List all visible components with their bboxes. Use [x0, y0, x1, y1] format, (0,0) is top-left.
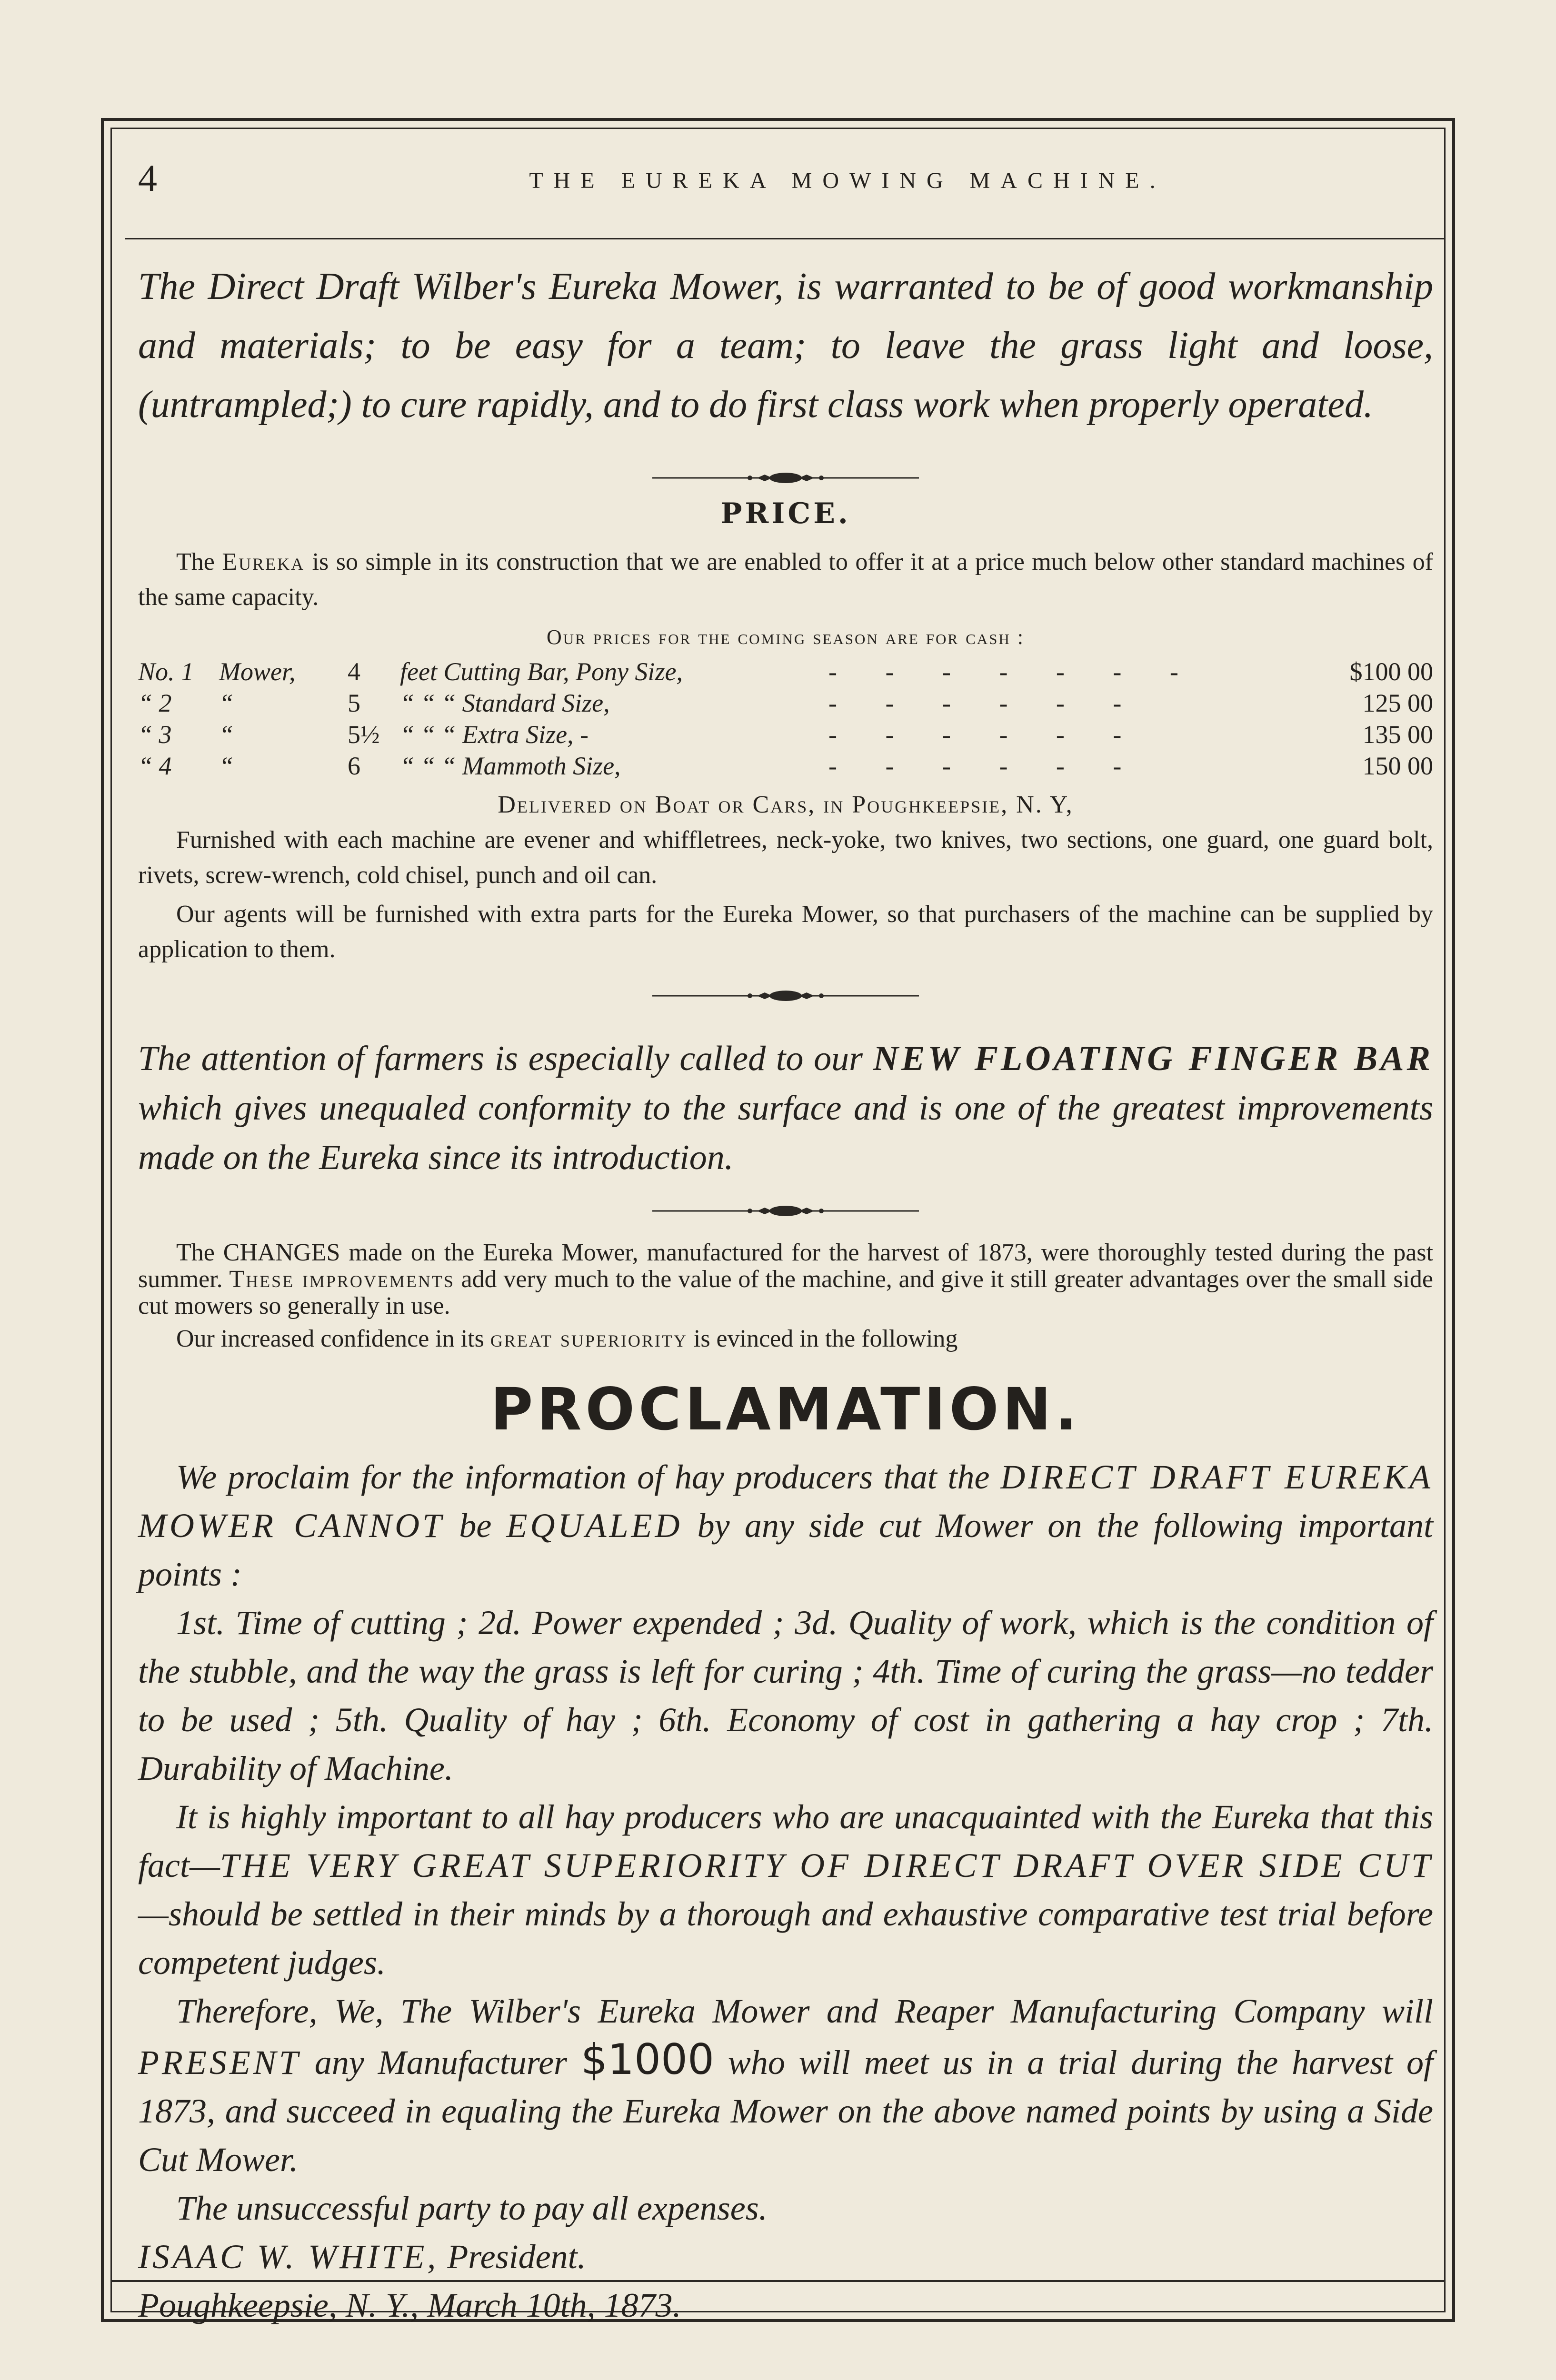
row-feet: 6	[348, 752, 360, 780]
p1-start: We proclaim for the information of hay producers that the	[176, 1458, 1001, 1496]
row-mower: “	[219, 689, 234, 717]
header-rule	[125, 238, 1445, 239]
row-price: $100 00	[1349, 657, 1433, 686]
price-heading: PRICE.	[720, 497, 851, 530]
p4-start: Therefore, We, The Wilber's Eureka Mower and Reaper Manufacturing Company will	[176, 1992, 1433, 2030]
page-content	[138, 257, 1433, 2330]
price-intro-paragraph	[138, 545, 1433, 615]
row-mower: “	[219, 752, 234, 780]
row-desc: “ “ “ Mammoth Size,	[400, 752, 621, 780]
row-mower: Mower,	[219, 657, 296, 686]
intro-paragraph	[138, 257, 1433, 434]
attention-end: which gives unequaled conformity to the surface and is one of the greatest improvements made on the Eureka since its introduction.	[138, 1089, 1433, 1177]
row-feet: 4	[348, 657, 360, 686]
confidence-end: is evinced in the following	[687, 1325, 958, 1352]
row-desc: feet Cutting Bar, Pony Size,	[400, 657, 683, 686]
furnished-paragraph: Furnished with each machine are evener and whiffletrees, neck-yoke, two knives, two sections, one guard, one guard bolt, rivets, screw-wrench, cold chisel, punch and oil can.	[138, 826, 1433, 889]
eureka-brand: Eureka	[222, 548, 305, 575]
proclamation-p1	[138, 1453, 1433, 1598]
table-row	[138, 686, 1433, 718]
row-dots: - - - - - - -	[828, 657, 1199, 686]
attention-start: The attention of farmers is especially called to our	[138, 1039, 873, 1078]
p3-caps: THE VERY GREAT SUPERIORITY OF DIRECT DRAFT OVER SIDE CUT	[219, 1846, 1433, 1884]
these-improvements: These improvements	[229, 1266, 455, 1293]
p1-mid: be	[444, 1507, 507, 1545]
proclamation-p3	[138, 1793, 1433, 1987]
row-desc: “ “ “ Extra Size, -	[400, 720, 589, 749]
proclamation-p2: 1st. Time of cutting ; 2d. Power expended ; 3d. Quality of work, which is the condition of the stubble, and the way the grass is left for curing ; 4th. Time of curing the grass—no tedder to be used ; 5th. Quality of hay ; 6th. Economy of cost in gathering a hay crop ; 7th. Durability of Machine.	[138, 1604, 1433, 1787]
p3-end: —should be settled in their minds by a thorough and exhaustive comparative test trial before competent judges.	[138, 1895, 1433, 1982]
row-no: “ 3	[138, 720, 172, 749]
price-table	[138, 655, 1433, 781]
row-no: “ 2	[138, 689, 172, 717]
p3-start: It is highly important to all hay producers who are unacquainted with the Eureka that this fact—	[138, 1798, 1433, 1884]
changes-paragraph	[138, 1240, 1433, 1319]
row-price: 125 00	[1362, 689, 1433, 717]
p4-mid: any Manufacturer	[301, 2043, 581, 2082]
table-row	[138, 749, 1433, 781]
row-dots: - - - - - -	[828, 720, 1143, 749]
p4-caps: PRESENT	[138, 2043, 301, 2082]
price-para-start: The	[176, 548, 222, 575]
p1-caps: DIRECT DRAFT EUREKA MOWER CANNOT	[138, 1458, 1433, 1545]
proclamation-body	[138, 1453, 1433, 2330]
ornament-divider	[652, 1201, 919, 1220]
confidence-start: Our increased confidence in its	[176, 1325, 490, 1352]
proclamation-p4	[138, 1987, 1433, 2184]
page-number: 4	[138, 158, 157, 199]
row-no: “ 4	[138, 752, 172, 780]
signature-title: President.	[439, 2238, 586, 2276]
table-row	[138, 655, 1433, 686]
confidence-paragraph	[138, 1321, 1433, 1357]
row-mower: “	[219, 720, 234, 749]
changes-start: The CHANGES made on the Eureka Mower, manufactured for the harvest of 1873, were thoroughly tested during the past summer.	[138, 1239, 1433, 1293]
row-dots: - - - - - -	[828, 689, 1143, 717]
row-price: 150 00	[1362, 752, 1433, 780]
running-title: THE EUREKA MOWING MACHINE.	[529, 168, 1166, 193]
p4-end: who will meet us in a trial during the harvest of 1873, and succeed in equaling the Eureka Mower on the above named points by using a Side Cut Mower.	[138, 2043, 1433, 2179]
row-no: No. 1	[138, 657, 194, 686]
ornament-divider	[652, 468, 919, 487]
signature-name: ISAAC W. WHITE,	[138, 2238, 439, 2276]
place-date: Poughkeepsie, N. Y., March 10th, 1873.	[138, 2286, 681, 2324]
intro-text: The Direct Draft Wilber's Eureka Mower, is warranted to be of good workmanship and materials; to be easy for a team; to leave the grass light and loose, (untrampled;) to cure rapidly, and to do first class work when properly operated.	[138, 266, 1433, 426]
delivery-line: Delivered on Boat or Cars, in Poughkeepsie, N. Y,	[498, 791, 1074, 818]
table-row	[138, 718, 1433, 749]
prize-amount: $1000	[580, 2035, 714, 2084]
signature	[138, 2232, 1433, 2281]
page-header	[133, 148, 1447, 219]
proclamation-p5: The unsuccessful party to pay all expenses.	[176, 2189, 768, 2227]
row-feet: 5	[348, 689, 360, 717]
row-desc: “ “ “ Standard Size,	[400, 689, 610, 717]
row-feet: 5½	[348, 720, 380, 749]
price-para-end: is so simple in its construction that we are enabled to offer it at a price much below other standard machines of the same capacity.	[138, 548, 1433, 611]
floating-finger-bar: NEW FLOATING FINGER BAR	[873, 1039, 1433, 1078]
great-superiority: great superiority	[490, 1325, 688, 1352]
p1-end: by any side cut Mower on the following important points :	[138, 1507, 1433, 1593]
p1-caps2: EQUALED	[506, 1507, 683, 1545]
agents-paragraph: Our agents will be furnished with extra parts for the Eureka Mower, so that purchasers of the machine can be supplied by application to them.	[138, 901, 1433, 963]
row-dots: - - - - - -	[828, 752, 1143, 780]
changes-end: add very much to the value of the machine, and give it still greater advantages over the small side cut mowers so generally in use.	[138, 1266, 1433, 1319]
bottom-rule	[110, 2280, 1446, 2282]
ornament-divider	[652, 986, 919, 1005]
proclamation-title: PROCLAMATION.	[490, 1376, 1081, 1443]
prices-intro: Our prices for the coming season are for cash :	[546, 625, 1025, 649]
attention-paragraph	[138, 1034, 1433, 1182]
row-price: 135 00	[1362, 720, 1433, 749]
